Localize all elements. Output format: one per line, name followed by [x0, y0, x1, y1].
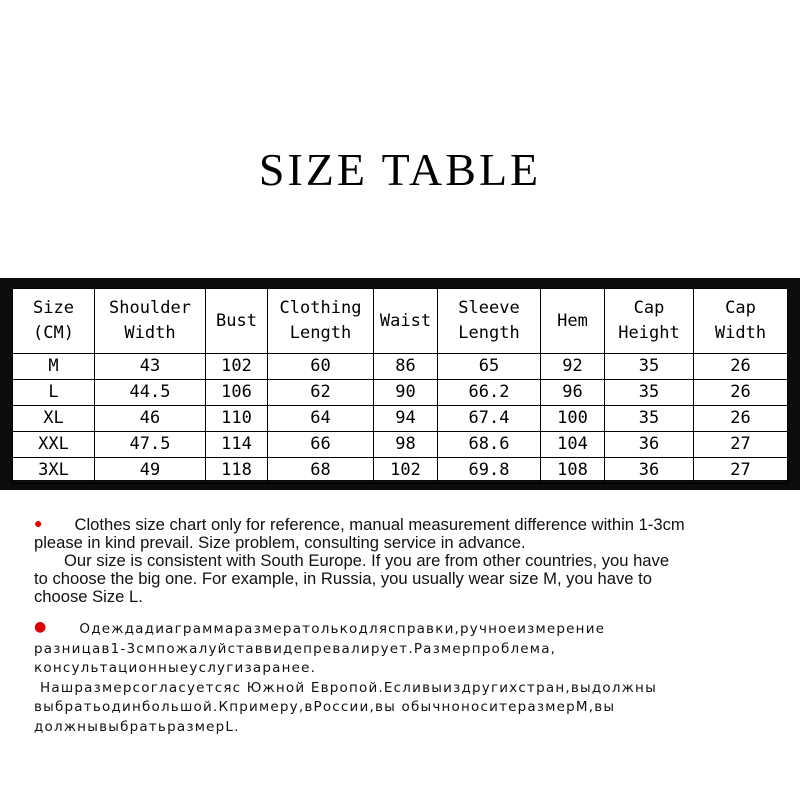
table-cell: L — [13, 380, 95, 406]
table-cell: 68.6 — [438, 432, 541, 458]
table-cell: 102 — [206, 354, 268, 380]
table-cell: 43 — [95, 354, 206, 380]
table-cell: 96 — [541, 380, 605, 406]
table-cell: 35 — [605, 354, 694, 380]
russian-notes — [34, 620, 794, 737]
table-cell: 26 — [694, 406, 788, 432]
header-bust: Bust — [206, 289, 268, 354]
table-cell: 106 — [206, 380, 268, 406]
table-cell: 118 — [206, 458, 268, 484]
table-row — [13, 380, 788, 406]
table-cell: 66 — [268, 432, 374, 458]
table-cell: 104 — [541, 432, 605, 458]
red-bullet-icon: ● — [34, 515, 43, 531]
table-cell: XXL — [13, 432, 95, 458]
english-notes — [34, 516, 794, 606]
table-cell: 49 — [95, 458, 206, 484]
header-cap-width: Cap Width — [694, 289, 788, 354]
table-row — [13, 354, 788, 380]
table-row — [13, 406, 788, 432]
table-cell: 26 — [694, 354, 788, 380]
header-shoulder-width: Shoulder Width — [95, 289, 206, 354]
table-cell: 100 — [541, 406, 605, 432]
note-line: ● Clothes size chart only for reference, manual measurement difference within 1-3cm — [34, 515, 685, 534]
page-title: SIZE TABLE — [258, 144, 542, 195]
table-cell: 27 — [694, 432, 788, 458]
note-line: choose Size L. — [34, 587, 143, 606]
table-cell: M — [13, 354, 95, 380]
note-line: консультационныеуслугизаранее. — [34, 660, 317, 676]
header-clothing-length: Clothing Length — [268, 289, 374, 354]
table-cell: 98 — [374, 432, 438, 458]
table-cell: 69.8 — [438, 458, 541, 484]
table-cell: 64 — [268, 406, 374, 432]
table-cell: 94 — [374, 406, 438, 432]
note-line: выбратьодинбольшой.Кпримеру,вРоссии,вы обычноноситеразмерM,вы — [34, 699, 616, 715]
table-cell: XL — [13, 406, 95, 432]
table-cell: 46 — [95, 406, 206, 432]
note-line: please in kind prevail. Size problem, consulting service in advance. — [34, 533, 526, 552]
table-cell: 60 — [268, 354, 374, 380]
table-cell: 67.4 — [438, 406, 541, 432]
table-row — [13, 458, 788, 484]
table-cell: 3XL — [13, 458, 95, 484]
note-line: ● Одеждадиаграммаразмератолькодляcправки,ручноеизмерение — [34, 619, 606, 637]
header-hem: Hem — [541, 289, 605, 354]
header-waist: Waist — [374, 289, 438, 354]
table-cell: 62 — [268, 380, 374, 406]
table-cell: 26 — [694, 380, 788, 406]
table-cell: 110 — [206, 406, 268, 432]
table-cell: 86 — [374, 354, 438, 380]
table-cell: 68 — [268, 458, 374, 484]
table-cell: 36 — [605, 432, 694, 458]
size-table-frame — [0, 278, 800, 490]
table-cell: 66.2 — [438, 380, 541, 406]
table-cell: 35 — [605, 406, 694, 432]
size-table — [12, 288, 788, 484]
table-cell: 47.5 — [95, 432, 206, 458]
table-cell: 35 — [605, 380, 694, 406]
header-size: Size (CM) — [13, 289, 95, 354]
note-line: Our size is consistent with South Europe. If you are from other countries, you have — [64, 551, 670, 570]
red-bullet-icon: ● — [34, 619, 48, 635]
table-cell: 36 — [605, 458, 694, 484]
table-cell: 102 — [374, 458, 438, 484]
header-sleeve-length: Sleeve Length — [438, 289, 541, 354]
note-line: разницав1-3смпожалуйставвидепревалирует.Размерпроблема, — [34, 640, 557, 657]
table-header-row — [13, 289, 788, 354]
table-cell: 90 — [374, 380, 438, 406]
table-cell: 114 — [206, 432, 268, 458]
table-cell: 92 — [541, 354, 605, 380]
size-table-container — [12, 288, 787, 480]
note-line: должнывыбратьразмерL. — [34, 718, 240, 735]
note-line: to choose the big one. For example, in Russia, you usually wear size M, you have to — [34, 569, 652, 588]
table-cell: 27 — [694, 458, 788, 484]
table-cell: 108 — [541, 458, 605, 484]
table-row — [13, 432, 788, 458]
header-cap-height: Cap Height — [605, 289, 694, 354]
table-cell: 44.5 — [95, 380, 206, 406]
note-line: Нашразмерсогласуетсяс Южной Европой.Есливыиздругихстран,выдолжны — [40, 679, 657, 696]
table-cell: 65 — [438, 354, 541, 380]
